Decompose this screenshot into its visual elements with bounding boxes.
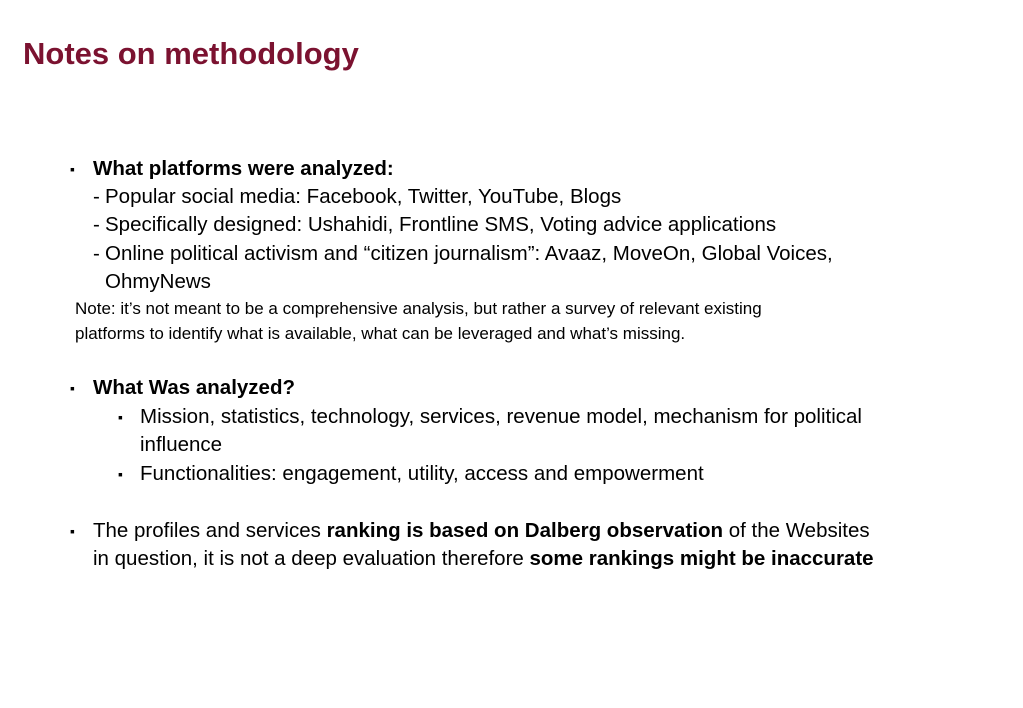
list-item-continuation: OhmyNews [105,270,211,293]
list-item: Online political activism and “citizen journalism”: Avaaz, MoveOn, Global Voices, [105,242,833,265]
text-run: The profiles and services [93,519,327,542]
page-title: Notes on methodology [23,36,359,71]
list-item-continuation: influence [140,433,223,456]
ranking-note-line-2 [93,545,874,573]
emphasis-text: some rankings might be inaccurate [529,547,874,570]
list-item: Specifically designed: Ushahidi, Frontline SMS, Voting advice applications [105,213,777,236]
bullet-marker: ▪ [70,523,75,539]
note-text: platforms to identify what is available, what can be leveraged and what’s missing. [75,324,686,343]
list-item: Popular social media: Facebook, Twitter, YouTube, Blogs [105,185,622,208]
ranking-note-line-1 [93,517,870,545]
dash-marker: - [93,185,100,208]
text-run: in question, it is not a deep evaluation therefore [93,547,530,570]
bullet-marker: ▪ [70,380,75,396]
emphasis-text: ranking is based on Dalberg observation [326,519,724,542]
note-text: Note: it’s not meant to be a comprehensive analysis, but rather a survey of relevant existing [75,299,762,318]
sub-bullet-marker: ▪ [118,466,123,482]
section-heading-analyzed: What Was analyzed? [93,376,295,399]
section-heading-platforms: What platforms were analyzed: [93,157,394,180]
bullet-marker: ▪ [70,161,75,177]
sub-bullet-marker: ▪ [118,409,123,425]
dash-marker: - [93,213,100,236]
text-run: of the Websites [723,519,870,542]
list-item: Functionalities: engagement, utility, access and empowerment [140,462,704,485]
dash-marker: - [93,242,100,265]
list-item: Mission, statistics, technology, services, revenue model, mechanism for political [140,405,862,428]
